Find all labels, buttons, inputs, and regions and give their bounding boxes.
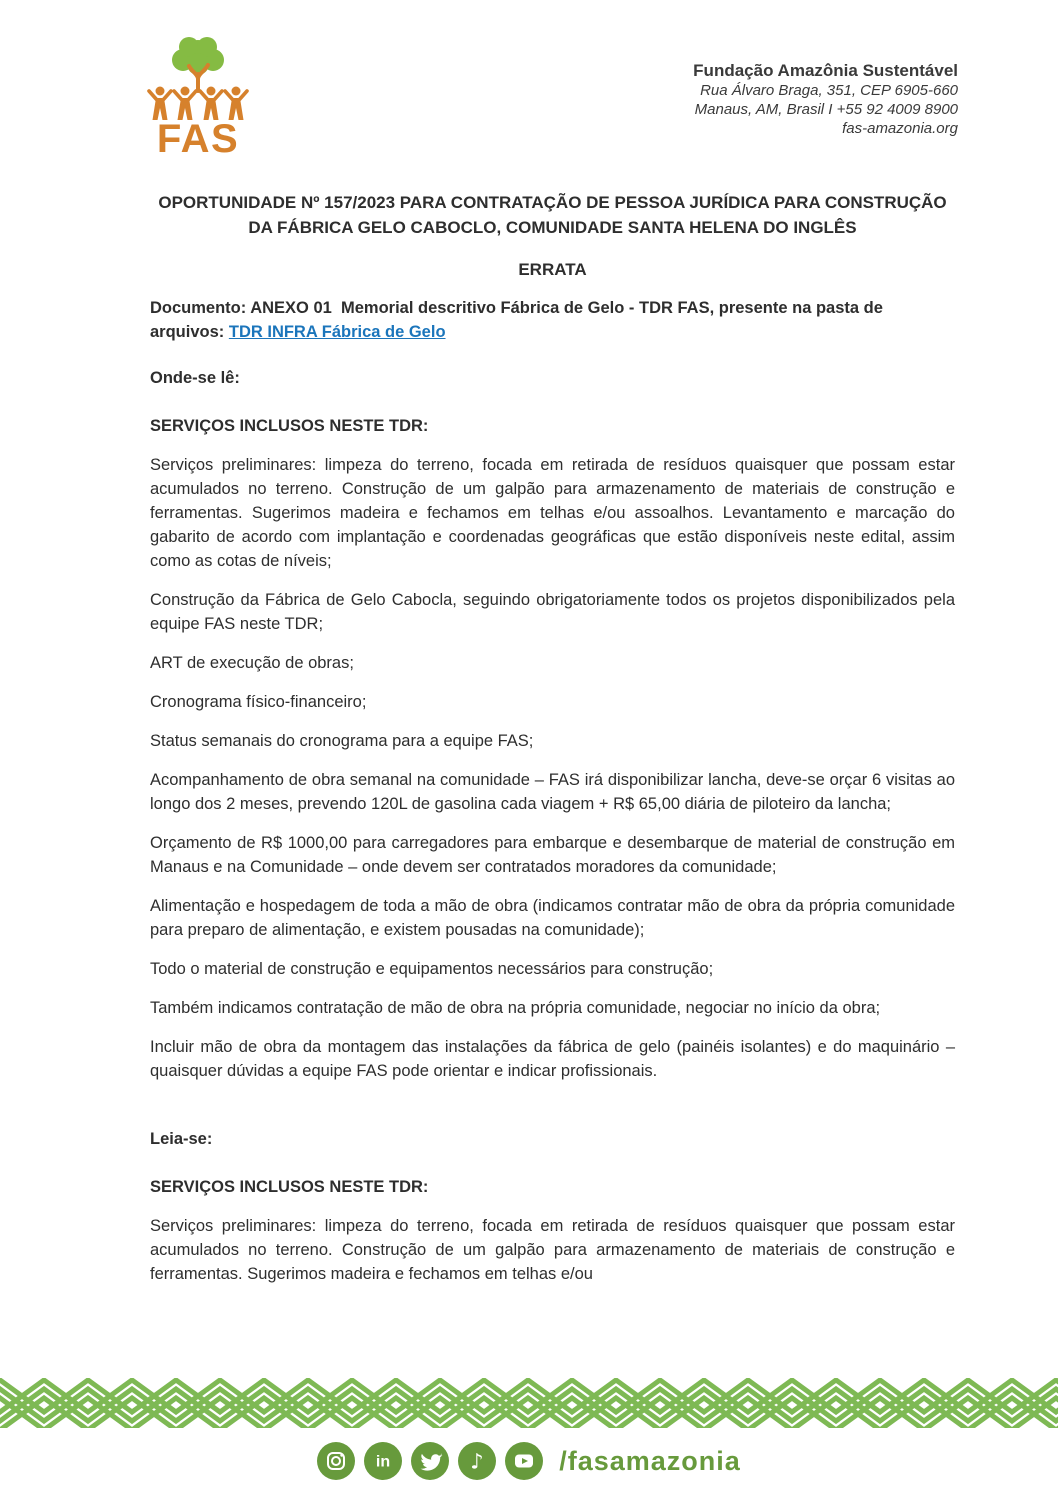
document-title (150, 190, 955, 240)
servicos-heading-repeat: SERVIÇOS INCLUSOS NESTE TDR: (150, 1178, 429, 1196)
org-city-phone: Manaus, AM, Brasil I +55 92 4009 8900 (694, 101, 958, 118)
paragraph-alimentacao: Alimentação e hospedagem de toda a mão de obra (indicamos contratar mão de obra da própria comunidade para preparo de alimentação, e existem pousadas na comunidade); (150, 897, 955, 939)
paragraph-orcamento: Orçamento de R$ 1000,00 para carregadores para embarque e desembarque de material de construção em Manaus e na Comunidade – onde devem ser contratados moradores da comunidade; (150, 834, 955, 876)
svg-text:♪: ♪ (470, 1449, 484, 1474)
instagram-icon[interactable] (317, 1442, 355, 1480)
paragraph-servicos-preliminares: Serviços preliminares: limpeza do terreno, focada em retirada de resíduos quaisquer que possam estar acumulados no terreno. Construção de um galpão para armazenamento de materiais de construção e ferramentas. Sugerimos madeira e fechamos em telhas e/ou assoalhos. Levantamento e marcação do gabarito de acordo com implantação e coordenadas geográficas que estão disponíveis neste edital, assim como as cotas de níveis; (150, 456, 955, 570)
paragraph-incluir-montagem: Incluir mão de obra da montagem das instalações da fábrica de gelo (painéis isolantes) e do maquinário – quaisquer dúvidas a equipe FAS pode orientar e indicar profissionais. (150, 1038, 955, 1080)
zigzag-pattern (0, 1378, 1058, 1428)
youtube-icon[interactable] (505, 1442, 543, 1480)
svg-text:in: in (376, 1453, 391, 1471)
twitter-icon[interactable] (411, 1442, 449, 1480)
paragraph-cronograma: Cronograma físico-financeiro; (150, 693, 367, 711)
fas-logo-icon (146, 34, 250, 156)
org-address: Rua Álvaro Braga, 351, CEP 6905-660 (700, 82, 958, 99)
paragraph-status-semanais: Status semanais do cronograma para a equipe FAS; (150, 732, 534, 750)
paragraph-material: Todo o material de construção e equipamentos necessários para construção; (150, 960, 714, 978)
fas-logo (146, 34, 250, 156)
org-website: fas-amazonia.org (842, 120, 958, 137)
document-reference-text: Documento: ANEXO 01 Memorial descritivo Fábrica de Gelo - TDR FAS, presente na pasta de arquivos: (150, 299, 883, 341)
zigzag-icon (0, 1378, 1058, 1428)
tiktok-icon[interactable] (458, 1442, 496, 1480)
leia-se-heading: Leia-se: (150, 1130, 213, 1148)
social-links-row (0, 1442, 1058, 1480)
org-contact-block (693, 60, 958, 138)
document-title-line1: OPORTUNIDADE Nº 157/2023 PARA CONTRATAÇÃO DE PESSOA JURÍDICA PARA CONSTRUÇÃO (158, 193, 947, 212)
social-handle[interactable]: /fasamazonia (559, 1445, 741, 1476)
paragraph-construcao-fabrica: Construção da Fábrica de Gelo Cabocla, seguindo obrigatoriamente todos os projetos disponibilizados pela equipe FAS neste TDR; (150, 591, 955, 633)
linkedin-icon[interactable] (364, 1442, 402, 1480)
paragraph-acompanhamento: Acompanhamento de obra semanal na comunidade – FAS irá disponibilizar lancha, deve-se orçar 6 visitas ao longo dos 2 meses, prevendo 120L de gasolina cada viagem + R$ 65,00 diária de piloteiro da lancha; (150, 771, 955, 813)
document-body (150, 190, 955, 1286)
svg-text:FAS: FAS (156, 117, 240, 156)
document-title-line2: DA FÁBRICA GELO CABOCLO, COMUNIDADE SANTA HELENA DO INGLÊS (248, 218, 857, 237)
org-name: Fundação Amazônia Sustentável (693, 61, 958, 80)
errata-heading: ERRATA (518, 260, 587, 279)
servicos-heading: SERVIÇOS INCLUSOS NESTE TDR: (150, 417, 429, 435)
onde-se-le-heading: Onde-se lê: (150, 369, 240, 387)
paragraph-servicos-preliminares-repeat: Serviços preliminares: limpeza do terreno, focada em retirada de resíduos quaisquer que possam estar acumulados no terreno. Construção de um galpão para armazenamento de materiais de construção e ferramentas. Sugerimos madeira e fechamos em telhas e/ou (150, 1217, 955, 1283)
paragraph-mao-de-obra: Também indicamos contratação de mão de obra na própria comunidade, negociar no início da obra; (150, 999, 881, 1017)
tdr-infra-link[interactable]: TDR INFRA Fábrica de Gelo (228, 323, 446, 341)
document-reference (150, 296, 955, 344)
page-header (146, 34, 958, 156)
paragraph-art: ART de execução de obras; (150, 654, 354, 672)
